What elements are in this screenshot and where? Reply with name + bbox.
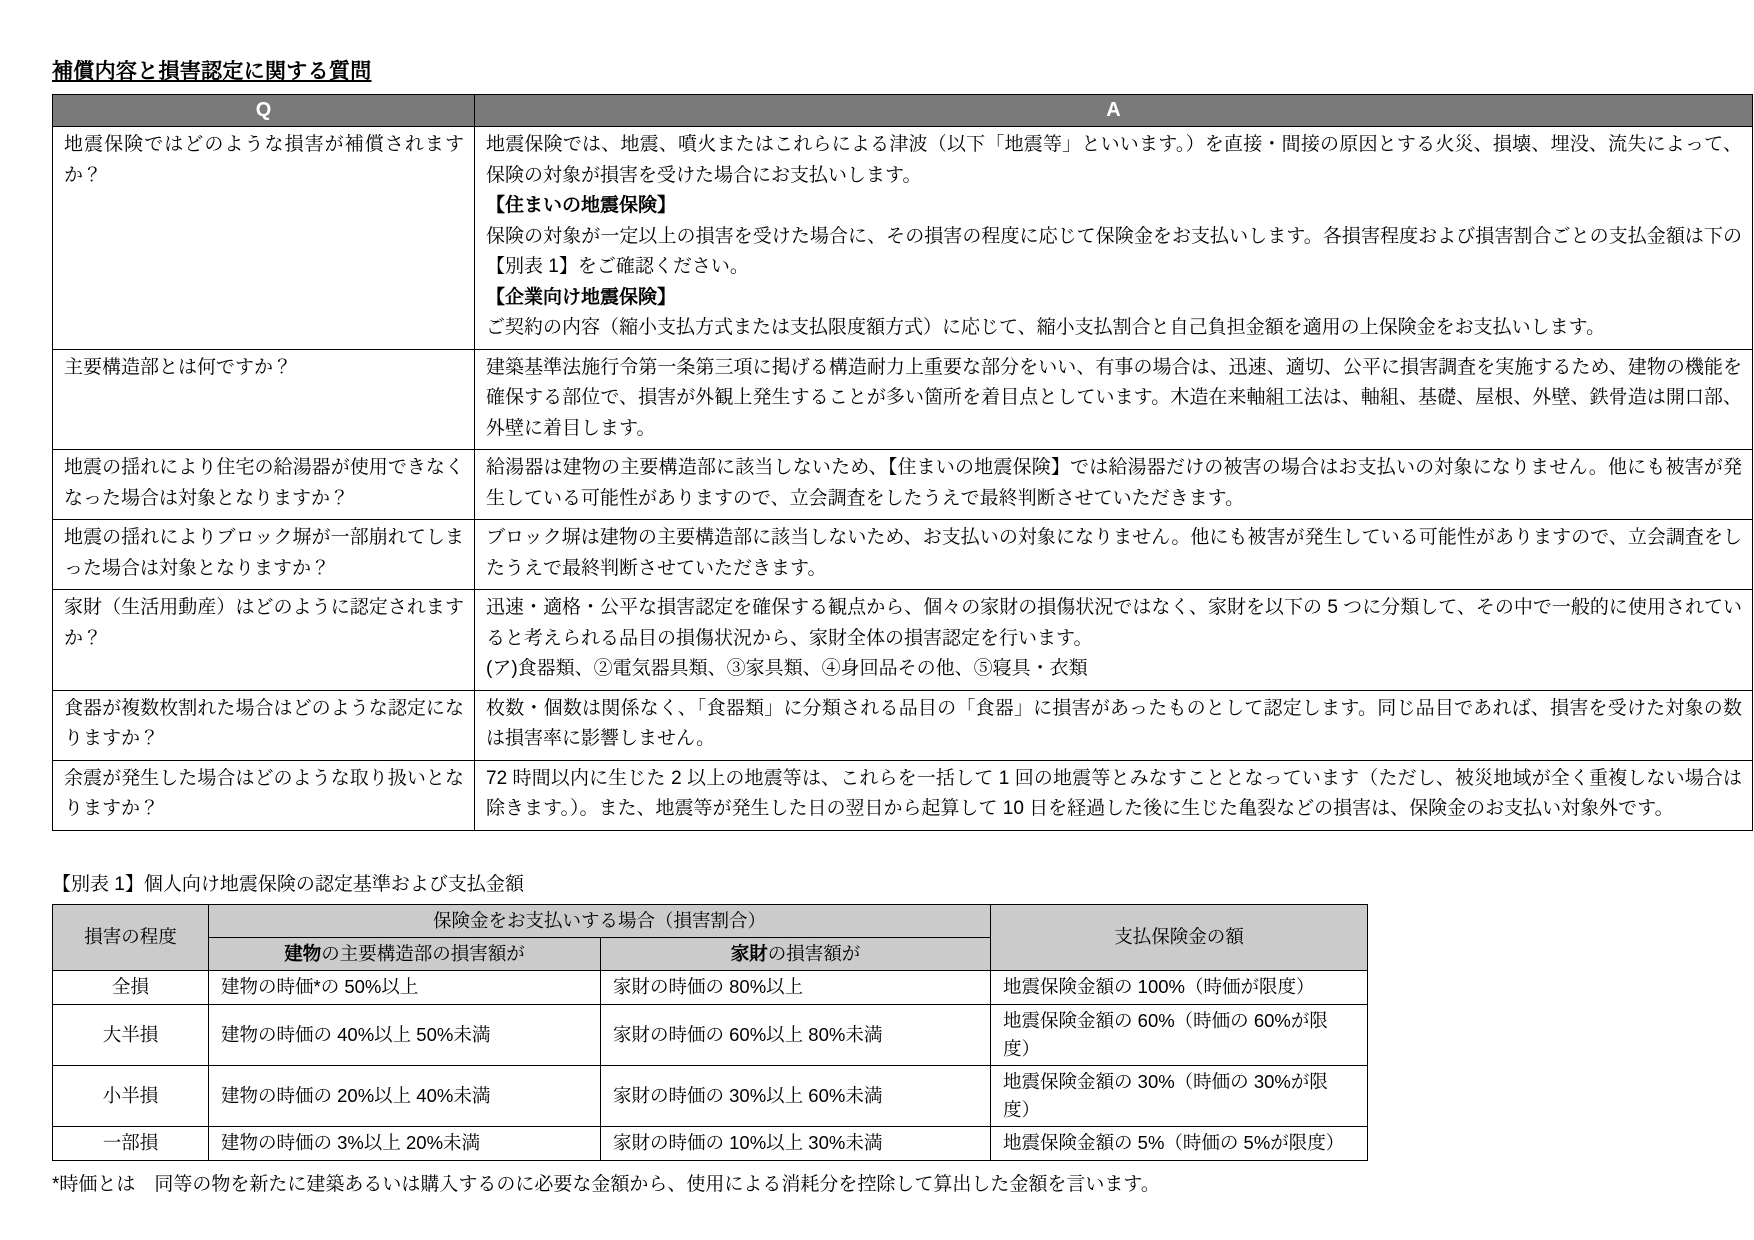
question-text: 地震の揺れにより住宅の給湯器が使用できなくなった場合は対象となりますか？	[64, 457, 464, 509]
appendix-row-minor-half-loss	[53, 1065, 1368, 1126]
answer-paragraph: ブロック塀は建物の主要構造部に該当しないため、お支払いの対象になりません。他にも被害が発生している可能性がありますので、立会調査をしたうえで最終判断させていただきます。	[486, 527, 1742, 579]
qa-row-broken-dishes	[53, 690, 1753, 760]
damage-level-cell: 全損	[53, 970, 209, 1004]
question-text: 余震が発生した場合はどのような取り扱いとなりますか？	[64, 767, 464, 819]
qa-table	[52, 94, 1753, 831]
qa-question-cell	[53, 760, 475, 830]
question-text: 主要構造部とは何ですか？	[64, 356, 293, 378]
qa-question-cell	[53, 127, 475, 350]
qa-answer-cell	[475, 127, 1753, 350]
qa-row-aftershock	[53, 760, 1753, 830]
household-threshold-cell: 家財の時価の 30%以上 60%未満	[601, 1065, 991, 1126]
building-threshold-cell: 建物の時価の 40%以上 50%未満	[209, 1004, 601, 1065]
appendix-header-payout: 支払保険金の額	[991, 904, 1368, 970]
qa-answer-cell	[475, 520, 1753, 590]
appendix-header-household	[601, 937, 991, 970]
damage-level-cell: 小半損	[53, 1065, 209, 1126]
building-threshold-cell: 建物の時価の 3%以上 20%未満	[209, 1126, 601, 1160]
answer-section-heading: 【住まいの地震保険】	[486, 195, 677, 216]
household-bold-label: 家財	[730, 942, 768, 964]
answer-category-list: (ア)食器類、②電気器具類、③家具類、④身回品その他、⑤寝具・衣類	[486, 658, 1088, 679]
qa-question-cell	[53, 349, 475, 450]
answer-section-heading: 【企業向け地震保険】	[486, 286, 677, 308]
payout-amount-cell: 地震保険金額の 60%（時価の 60%が限度）	[991, 1004, 1368, 1065]
qa-question-cell	[53, 690, 475, 760]
question-text: 地震保険ではどのような損害が補償されますか？	[64, 134, 464, 186]
page-title: 補償内容と損害認定に関する質問	[52, 60, 372, 83]
qa-answer-cell	[475, 349, 1753, 450]
appendix-row-partial-loss	[53, 1126, 1368, 1160]
household-rest-label: の損害額が	[767, 942, 861, 964]
answer-paragraph: 枚数・個数は関係なく、「食器類」に分類される品目の「食器」に損害があったものとして認定します。同じ品目であれば、損害を受けた対象の数は損害率に影響しません。	[486, 697, 1742, 749]
answer-paragraph: 保険の対象が一定以上の損害を受けた場合に、その損害の程度に応じて保険金をお支払いします。各損害程度および損害割合ごとの支払金額は下の【別表 1】をご確認ください。	[486, 225, 1742, 277]
qa-header-q: Q	[53, 95, 475, 127]
question-text: 食器が複数枚割れた場合はどのような認定になりますか？	[64, 697, 464, 749]
appendix-row-major-half-loss	[53, 1004, 1368, 1065]
qa-answer-cell	[475, 760, 1753, 830]
qa-row-household-goods	[53, 590, 1753, 691]
qa-row-block-wall	[53, 520, 1753, 590]
damage-level-cell: 一部損	[53, 1126, 209, 1160]
household-threshold-cell: 家財の時価の 10%以上 30%未満	[601, 1126, 991, 1160]
building-bold-label: 建物	[284, 942, 322, 964]
qa-question-cell	[53, 520, 475, 590]
footnote: *時価とは 同等の物を新たに建築あるいは購入するのに必要な金額から、使用による消耗分を控除して算出した金額を言います。	[52, 1173, 1160, 1195]
appendix-header-payment-condition: 保険金をお支払いする場合（損害割合）	[209, 904, 991, 937]
qa-question-cell	[53, 590, 475, 691]
qa-answer-cell	[475, 450, 1753, 520]
qa-answer-cell	[475, 590, 1753, 691]
qa-row-water-heater	[53, 450, 1753, 520]
damage-level-cell: 大半損	[53, 1004, 209, 1065]
payout-amount-cell: 地震保険金額の 5%（時価の 5%が限度）	[991, 1126, 1368, 1160]
appendix-header-building	[209, 937, 601, 970]
question-text: 地震の揺れによりブロック塀が一部崩れてしまった場合は対象となりますか？	[64, 527, 464, 579]
answer-paragraph: 72 時間以内に生じた 2 以上の地震等は、これらを一括して 1 回の地震等とみなすこととなっています（ただし、被災地域が全く重複しない場合は除きます。）。また、地震等が発生した日の翌日から起算して 10 日を経過した後に生じた亀裂などの損害は、保険金のお支払い対象外です。	[486, 767, 1742, 819]
building-rest-label: の主要構造部の損害額が	[321, 942, 525, 964]
qa-header-row	[53, 95, 1753, 127]
payout-amount-cell: 地震保険金額の 100%（時価が限度）	[991, 970, 1368, 1004]
qa-question-cell	[53, 450, 475, 520]
household-threshold-cell: 家財の時価の 60%以上 80%未満	[601, 1004, 991, 1065]
answer-paragraph: ご契約の内容（縮小支払方式または支払限度額方式）に応じて、縮小支払割合と自己負担金額を適用の上保険金をお支払いします。	[486, 317, 1606, 338]
qa-row-coverage	[53, 127, 1753, 350]
qa-answer-cell	[475, 690, 1753, 760]
qa-row-main-structure	[53, 349, 1753, 450]
qa-header-a: A	[475, 95, 1753, 127]
payout-amount-cell: 地震保険金額の 30%（時価の 30%が限度）	[991, 1065, 1368, 1126]
answer-paragraph: 地震保険では、地震、噴火またはこれらによる津波（以下「地震等」といいます。）を直接・間接の原因とする火災、損壊、埋没、流失によって、保険の対象が損害を受けた場合にお支払いします。	[486, 134, 1742, 186]
appendix-caption: 【別表 1】個人向け地震保険の認定基準および支払金額	[52, 873, 524, 895]
appendix-header-row-1	[53, 904, 1368, 937]
appendix-row-total-loss	[53, 970, 1368, 1004]
appendix-table	[52, 904, 1368, 1161]
answer-paragraph: 給湯器は建物の主要構造部に該当しないため、【住まいの地震保険】では給湯器だけの被害の場合はお支払いの対象になりません。他にも被害が発生している可能性がありますので、立会調査をしたうえで最終判断させていただきます。	[486, 457, 1742, 509]
building-threshold-cell: 建物の時価*の 50%以上	[209, 970, 601, 1004]
appendix-header-damage-level: 損害の程度	[53, 904, 209, 970]
question-text: 家財（生活用動産）はどのように認定されますか？	[64, 597, 464, 649]
answer-paragraph: 迅速・適格・公平な損害認定を確保する観点から、個々の家財の損傷状況ではなく、家財を以下の 5 つに分類して、その中で一般的に使用されていると考えられる品目の損傷状況から、家財全体の損害認定を行います。	[486, 597, 1742, 649]
answer-paragraph: 建築基準法施行令第一条第三項に掲げる構造耐力上重要な部分をいい、有事の場合は、迅速、適切、公平に損害調査を実施するため、建物の機能を確保する部位で、損害が外観上発生することが多い箇所を着目点としています。木造在来軸組工法は、軸組、基礎、屋根、外壁、鉄骨造は開口部、外壁に着目します。	[486, 356, 1742, 439]
household-threshold-cell: 家財の時価の 80%以上	[601, 970, 991, 1004]
building-threshold-cell: 建物の時価の 20%以上 40%未満	[209, 1065, 601, 1126]
